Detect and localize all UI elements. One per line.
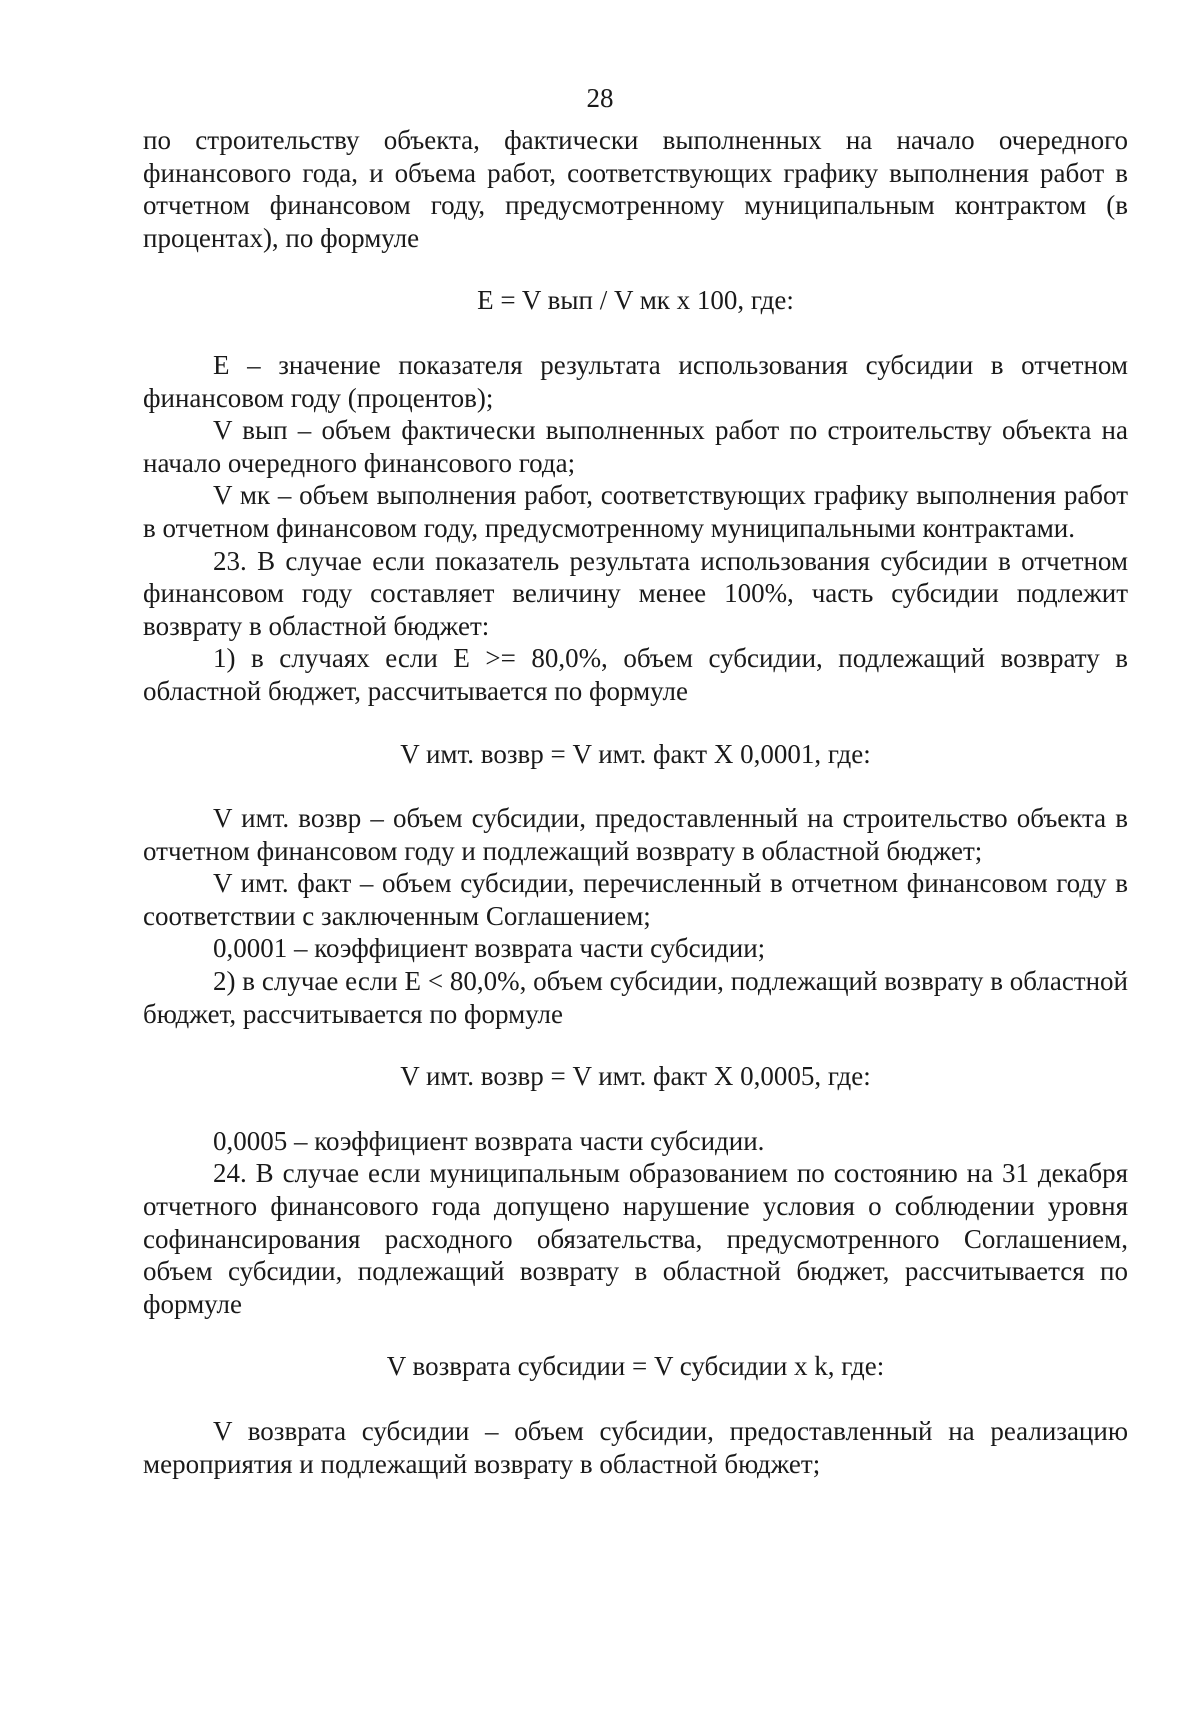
formula-return-subsidy: V возврата субсидии = V субсидии х k, где: xyxy=(386,1351,885,1382)
clause-24: 24. В случае если муниципальным образованием по состоянию на 31 декабря отчетного финансового года допущено нарушение условия о соблюдении уровня софинансирования расходного обязательства, предусмотренного Соглашением, объем субсидии, подлежащий возврату в областной бюджет, рассчитывается по формуле xyxy=(143,1158,1128,1319)
definition-v-mk: V мк – объем выполнения работ, соответствующих графику выполнения работ в отчетном финансовом году, предусмотренному муниципальными контрактами. xyxy=(143,480,1128,543)
definition-e: E – значение показателя результата использования субсидии в отчетном финансовом году (процентов); xyxy=(143,349,1128,413)
formula-return-0001: V имт. возвр = V имт. факт Х 0,0001, где: xyxy=(400,738,871,769)
definition-coef-0001: 0,0001 – коэффициент возврата части субсидии; xyxy=(213,933,766,964)
clause-23-item-2: 2) в случае если E < 80,0%, объем субсидии, подлежащий возврату в областной бюджет, рассчитывается по формуле xyxy=(143,966,1128,1029)
clause-23-item-1: 1) в случаях если E >= 80,0%, объем субсидии, подлежащий возврату в областной бюджет, рассчитывается по формуле xyxy=(143,643,1128,706)
formula-return-0005: V имт. возвр = V имт. факт Х 0,0005, где: xyxy=(400,1061,871,1092)
document-body xyxy=(143,124,1128,1480)
definition-v-imt-vozvr: V имт. возвр – объем субсидии, предоставленный на строительство объекта в отчетном финансовом году и подлежащий возврату в областной бюджет; xyxy=(143,803,1128,866)
formula-e: E = V вып / V мк х 100, где: xyxy=(477,285,794,316)
page-number: 28 xyxy=(586,83,614,113)
definition-v-vyp: V вып – объем фактически выполненных работ по строительству объекта на начало очередного финансового года; xyxy=(143,415,1128,478)
paragraph-continuation: по строительству объекта, фактически выполненных на начало очередного финансового года, и объема работ, соответствующих графику выполнения работ в отчетном финансовом году, предусмотренному муниципальным контрактом (в процентах), по формуле xyxy=(143,125,1128,253)
clause-23: 23. В случае если показатель результата использования субсидии в отчетном финансовом году составляет величину менее 100%, часть субсидии подлежит возврату в областной бюджет: xyxy=(143,545,1128,641)
definition-v-imt-fakt: V имт. факт – объем субсидии, перечисленный в отчетном финансовом году в соответствии с заключенным Соглашением; xyxy=(143,868,1128,931)
definition-coef-0005: 0,0005 – коэффициент возврата части субсидии. xyxy=(213,1125,765,1156)
definition-v-vozvrata: V возврата субсидии – объем субсидии, предоставленный на реализацию мероприятия и подлежащий возврату в областной бюджет; xyxy=(143,1416,1128,1479)
